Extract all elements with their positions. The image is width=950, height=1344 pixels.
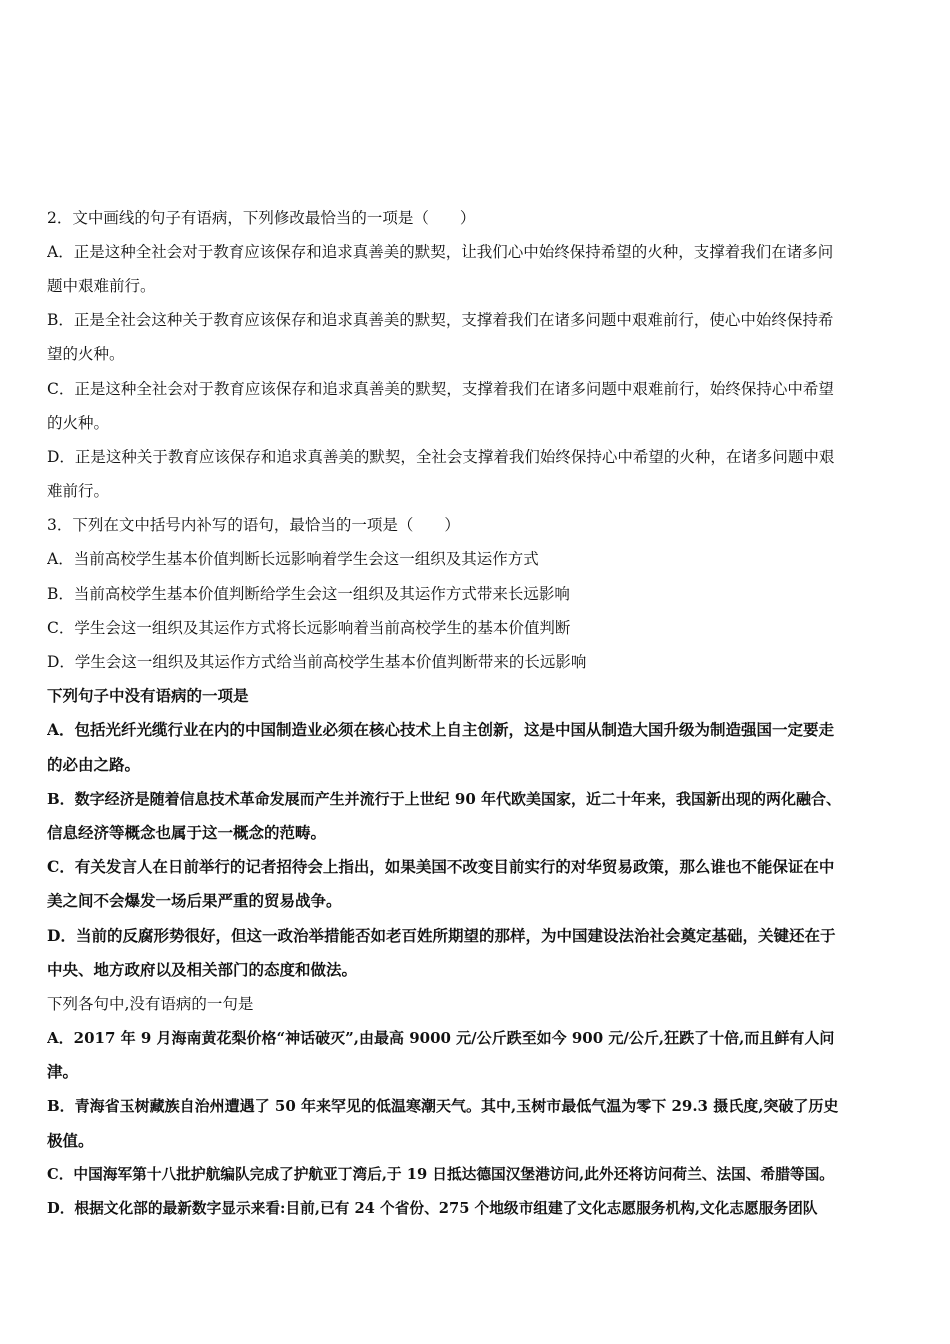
q5-option-d: D．根据文化部的最新数字显示来看:目前,已有 24 个省份、275 个地级市组建了文化志愿服务机构,文化志愿服务团队 bbox=[47, 1200, 818, 1217]
q2-option-a: A．正是这种全社会对于教育应该保存和追求真善美的默契，让我们心中始终保持希望的火种，支撑着我们在诸多问 bbox=[47, 242, 834, 261]
q1-option-c bbox=[47, 132, 907, 166]
q4-option-a: A．包括光纤光缆行业在内的中国制造业必须在核心技术上自主创新，这是中国从制造大国升级为制造强国一定要走 bbox=[47, 720, 835, 740]
q3-option-c: C．学生会这一组织及其运作方式将长远影响着当前高校学生的基本价值判断 bbox=[47, 618, 571, 637]
q5-option-a: A．2017 年 9 月海南黄花梨价格“神话破灭”,由最高 9000 元/公斤跌至如今 900 元/公斤,狂跌了十倍,而且鲜有人问 bbox=[47, 1029, 835, 1048]
q5-option-c: C．中国海军第十八批护航编队完成了护航亚丁湾后,于 19 日抵达德国汉堡港访问,此外还将访问荷兰、法国、希腊等国。 bbox=[47, 1165, 834, 1183]
q2-stem: 2．文中画线的句子有语病，下列修改最恰当的一项是（ ） bbox=[47, 208, 476, 227]
q4-option-b: B．数字经济是随着信息技术革命发展而产生并流行于上世纪 90 年代欧美国家，近二十年来，我国新出现的两化融合、 bbox=[47, 789, 842, 808]
q2-option-a-cont: 题中艰难前行。 bbox=[47, 276, 156, 295]
q2-option-b-cont: 望的火种。 bbox=[47, 345, 125, 364]
q2-option-d: D．正是这种关于教育应该保存和追求真善美的默契，全社会支撑着我们始终保持心中希望的火种，在诸多问题中艰 bbox=[47, 447, 835, 466]
q4-option-a-cont: 的必由之路。 bbox=[47, 754, 141, 774]
q1-option-d bbox=[47, 166, 907, 200]
q3-option-a: A．当前高校学生基本价值判断长远影响着学生会这一组织及其运作方式 bbox=[47, 550, 539, 569]
document-page bbox=[47, 98, 907, 1226]
q4-option-b-cont: 信息经济等概念也属于这一概念的范畴。 bbox=[47, 822, 327, 842]
q4-option-c-cont: 美之间不会爆发一场后果严重的贸易战争。 bbox=[47, 891, 342, 911]
q3-stem: 3．下列在文中括号内补写的语句，最恰当的一项是（ ） bbox=[47, 516, 460, 535]
q5-option-b-cont: 极值。 bbox=[47, 1130, 94, 1150]
q2-option-c: C．正是这种全社会对于教育应该保存和追求真善美的默契，支撑着我们在诸多问题中艰难前行，始终保持心中希望 bbox=[47, 379, 834, 398]
q3-option-d: D．学生会这一组织及其运作方式给当前高校学生基本价值判断带来的长远影响 bbox=[47, 653, 587, 671]
q4-stem: 下列句子中没有语病的一项是 bbox=[47, 686, 249, 706]
q2-option-b: B．正是全社会这种关于教育应该保存和追求真善美的默契，支撑着我们在诸多问题中艰难前行，使心中始终保持希 bbox=[47, 311, 834, 330]
q2-option-d-cont: 难前行。 bbox=[47, 482, 110, 501]
q5-option-a-cont: 津。 bbox=[47, 1062, 79, 1082]
q4-option-d: D．当前的反腐形势很好，但这一政治举措能否如老百姓所期望的那样，为中国建设法治社会奠定基础，关键还在于 bbox=[47, 925, 836, 945]
q5-stem: 下列各句中,没有语病的一句是 bbox=[47, 994, 254, 1013]
q5-option-b: B．青海省玉树藏族自治州遭遇了 50 年来罕见的低温寒潮天气。其中,玉树市最低气温为零下 29.3 摄氏度,突破了历史 bbox=[47, 1097, 839, 1116]
q1-option-b bbox=[47, 98, 907, 132]
q2-option-c-cont: 的火种。 bbox=[47, 413, 110, 432]
q3-option-b: B．当前高校学生基本价值判断给学生会这一组织及其运作方式带来长远影响 bbox=[47, 584, 570, 603]
q4-option-c: C．有关发言人在日前举行的记者招待会上指出，如果美国不改变目前实行的对华贸易政策，那么谁也不能保证在中 bbox=[47, 857, 835, 877]
q4-option-d-cont: 中央、地方政府以及相关部门的态度和做法。 bbox=[47, 959, 358, 979]
